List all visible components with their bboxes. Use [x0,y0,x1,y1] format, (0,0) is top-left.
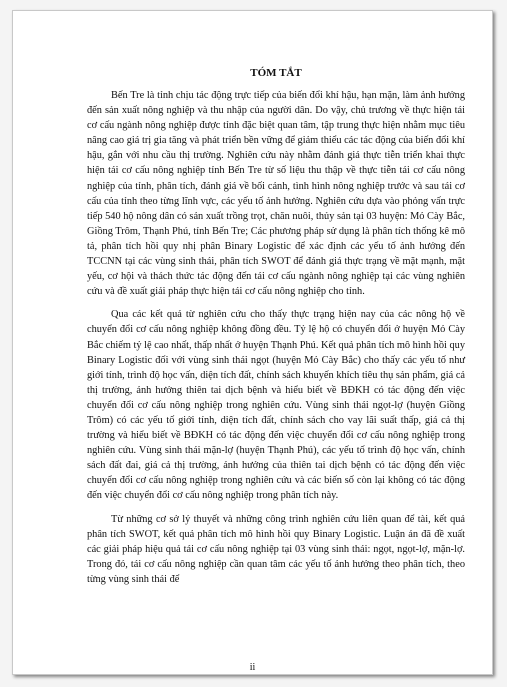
document-page [12,10,493,675]
page-number: ii [249,662,256,673]
paragraph-2: Qua các kết quả từ nghiên cứu cho thấy thực trạng hiện nay của các nông hộ về chuyển đổi cơ cấu nông nghiệp không đồng đều. Tỷ lệ hộ có chuyển đổi ở huyện Mỏ Cày Bắc chiếm tỷ lệ cao nhất, thấp nhất ở huyện Thạnh Phú. Kết quả phân tích mô hình hồi quy Binary Logistic đối với vùng sinh thái ngọt (huyện Mỏ Cày Bắc) cho thấy các yếu tố như giới tính, trình độ học vấn, diện tích đất, chính sách khuyến khích tiêu thụ sản phẩm, giá cả thị trường, ảnh hưởng thiên tai dịch bệnh và hiểu biết về BĐKH có tác động đến việc chuyển đổi cơ cấu nông nghiệp trong nghiên cứu. Vùng sinh thái ngọt-lợ (huyện Giồng Trôm) có các yếu tố giới tính, diện tích đất, chính sách cho vay lãi suất thấp, giá cả thị trường và hiểu biết về BĐKH có tác động đến việc chuyển đổi cơ cấu nông nghiệp trong nghiên cứu. Vùng sinh thái mặn-lợ (huyện Thạnh Phú), các yếu tố trình độ học vấn, chính sách đất đai, giá cả thị trường, ảnh hưởng của thiên tai dịch bệnh có tác động đến việc chuyển đổi cơ cấu nông nghiệp trong nghiên cứu và các biến số còn lại không có tác động đến việc chuyển đổi cơ cấu nông nghiệp trong phân tích này. [87,309,465,502]
page-content [87,66,465,587]
paragraph-1: Bến Tre là tỉnh chịu tác động trực tiếp của biến đổi khí hậu, hạn mặn, làm ảnh hưởng đến sản xuất nông nghiệp và thu nhập của người dân. Do vậy, chủ trương về thực hiện tái cơ cấu ngành nông nghiệp được tỉnh đặc biệt quan tâm, tập trung thực hiện nhằm mục tiêu nâng cao giá trị gia tăng và phát triển bền vững để giảm thiểu các tác động của biến đổi khí hậu, gắn với nhu cầu thị trường. Nghiên cứu này nhằm đánh giá thực tiễn triển khai thực hiện tái cơ cấu nông nghiệp tỉnh Bến Tre từ số liệu thu thập về thực tiễn tái cơ cấu nông nghiệp của tỉnh, phân tích, đánh giá về bối cảnh, tình hình nông nghiệp trước và sau tái cơ cấu của tỉnh theo từng lĩnh vực, các yếu tố ảnh hưởng. Nghiên cứu dựa vào phỏng vấn trực tiếp 540 hộ nông dân có sản xuất trồng trọt, chăn nuôi, thủy sản tại 03 huyện: Mỏ Cày Bắc, Giồng Trôm, Thạnh Phú, tỉnh Bến Tre; Các phương pháp sử dụng là phân tích thống kê mô tả, phân tích hồi quy nhị phân Binary Logistic để xác định các yếu tố ảnh hưởng đến TCCNN tại các vùng sinh thái, phân tích SWOT để đánh giá thực trạng về mặt mạnh, mặt yếu, cơ hội và thách thức tác động đến tái cơ cấu ngành nông nghiệp tại các vùng nghiên cứu và đề xuất giải pháp thực hiện tái cơ cấu nông nghiệp cho tỉnh. [87,90,465,298]
page-title: TÓM TẮT [250,67,302,79]
paragraph-3: Từ những cơ sở lý thuyết và những công trình nghiên cứu liên quan để tài, kết quả phân tích SWOT, kết quả phân tích mô hình hồi quy Binary Logistic. Luận án đã đề xuất các giải pháp hiệu quả tái cơ cấu nông nghiệp tại 03 vùng sinh thái: ngọt, ngọt-lợ, mặn-lợ. Trong đó, tái cơ cấu nông nghiệp cần quan tâm các yếu tố ảnh hưởng theo phân tích, theo từng vùng sinh thái để [87,513,465,585]
